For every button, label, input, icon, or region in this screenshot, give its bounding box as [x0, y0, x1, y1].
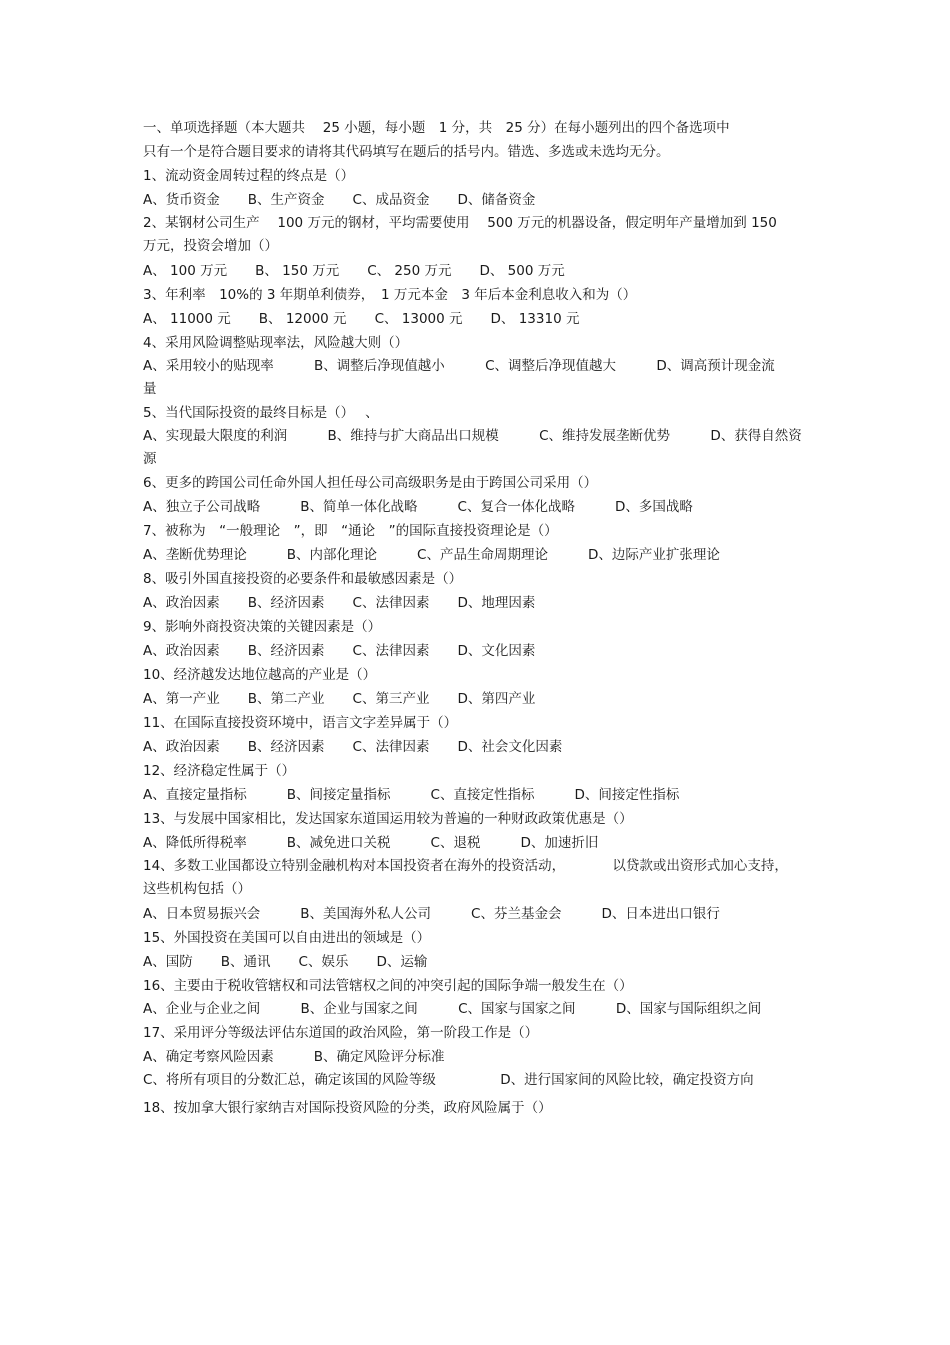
question-8: 8、吸引外国直接投资的必要条件和最敏感因素是（）	[143, 571, 463, 587]
option: C、芬兰基金会	[471, 906, 562, 922]
question-17-options-row-2	[143, 1069, 813, 1092]
question-6-options	[143, 495, 813, 519]
option: D、运输	[376, 954, 428, 970]
option: D、第四产业	[457, 691, 536, 707]
option: B、 12000 元	[258, 311, 347, 327]
question-4: 4、采用风险调整贴现率法，风险越大则（）	[143, 335, 409, 351]
option: B、经济因素	[247, 595, 325, 611]
option: A、政治因素	[143, 595, 220, 611]
option: A、直接定量指标	[143, 787, 247, 803]
option: D、调高预计现金流量	[143, 358, 775, 397]
question-10-options	[143, 687, 813, 711]
option: C、法律因素	[352, 643, 430, 659]
option: D、 500 万元	[479, 263, 565, 279]
option: A、 100 万元	[143, 263, 228, 279]
question-4-options	[143, 355, 813, 401]
option: A、日本贸易振兴会	[143, 906, 261, 922]
question-14-options	[143, 902, 813, 926]
option: A、降低所得税率	[143, 835, 247, 851]
question-9-options	[143, 639, 813, 663]
question-15-options	[143, 950, 813, 974]
option: A、国防	[143, 954, 193, 970]
question-16: 16、主要由于税收管辖权和司法管辖权之间的冲突引起的国际争端一般发生在（）	[143, 978, 633, 994]
option: A、政治因素	[143, 739, 220, 755]
option: B、企业与国家之间	[300, 1001, 418, 1017]
option: C、将所有项目的分数汇总，确定该国的风险等级	[143, 1072, 436, 1088]
option: D、国家与国际组织之间	[615, 1001, 762, 1017]
option: B、确定风险评分标准	[313, 1049, 445, 1065]
option: B、减免进口关税	[286, 835, 391, 851]
question-5-options	[143, 425, 813, 471]
option: B、调整后净现值越小	[314, 358, 445, 374]
option: D、获得自然资源	[143, 428, 802, 467]
question-13: 13、与发展中国家相比，发达国家东道国运用较为普遍的一种财政政策优惠是（）	[143, 811, 633, 827]
question-11: 11、在国际直接投资环境中，语言文字差异属于（）	[143, 715, 458, 731]
option: C、第三产业	[352, 691, 430, 707]
question-16-options	[143, 998, 813, 1021]
option: D、储备资金	[457, 192, 536, 208]
question-7-options	[143, 543, 813, 567]
option: C、娱乐	[298, 954, 349, 970]
question-17-options-row-1	[143, 1045, 813, 1069]
option: D、边际产业扩张理论	[587, 547, 720, 563]
question-12: 12、经济稳定性属于（）	[143, 763, 296, 779]
option: A、第一产业	[143, 691, 220, 707]
question-9: 9、影响外商投资决策的关键因素是（）	[143, 619, 382, 635]
question-14: 14、多数工业国都设立特别金融机构对本国投资者在海外的投资活动， 以贷款或出资形式加心支持，这些机构包括（）	[143, 858, 788, 897]
question-18: 18、按加拿大银行家纳吉对国际投资风险的分类，政府风险属于（）	[143, 1100, 552, 1116]
question-7: 7、被称为 “一般理论 ”，即 “通论 ”的国际直接投资理论是（）	[143, 523, 558, 539]
question-11-options	[143, 735, 813, 759]
section-header-line-1: 一、单项选择题（本大题共 25 小题，每小题 1 分，共 25 分）在每小题列出的四个备选项中	[143, 120, 730, 136]
option: B、通讯	[220, 954, 271, 970]
option: A、政治因素	[143, 643, 220, 659]
option: A、实现最大限度的利润	[143, 428, 288, 444]
question-12-options	[143, 783, 813, 807]
option: D、地理因素	[457, 595, 536, 611]
option: C、 13000 元	[374, 311, 463, 327]
section-header-line-2: 只有一个是符合题目要求的请将其代码填写在题后的括号内。错选、多选或未选均无分。	[143, 144, 670, 160]
option: D、 13310 元	[490, 311, 580, 327]
option: C、成品资金	[352, 192, 430, 208]
option: A、独立子公司战略	[143, 499, 261, 515]
option: B、第二产业	[247, 691, 325, 707]
question-3-options	[143, 307, 813, 331]
option: B、简单一体化战略	[300, 499, 418, 515]
option: D、文化因素	[457, 643, 536, 659]
option: B、美国海外私人公司	[300, 906, 432, 922]
option: A、 11000 元	[143, 311, 231, 327]
option: B、生产资金	[247, 192, 325, 208]
option: A、货币资金	[143, 192, 220, 208]
option: A、垄断优势理论	[143, 547, 247, 563]
option: B、 150 万元	[255, 263, 340, 279]
option: B、内部化理论	[286, 547, 378, 563]
option: C、法律因素	[352, 595, 430, 611]
option: C、 250 万元	[367, 263, 452, 279]
question-13-options	[143, 831, 813, 855]
question-3: 3、年利率 10%的 3 年期单利债券， 1 万元本金 3 年后本金利息收入和为（）	[143, 287, 637, 303]
question-6: 6、更多的跨国公司任命外国人担任母公司高级职务是由于跨国公司采用（）	[143, 475, 598, 491]
question-2-options	[143, 259, 813, 283]
option: B、间接定量指标	[286, 787, 391, 803]
option: C、法律因素	[352, 739, 430, 755]
option: D、日本进出口银行	[601, 906, 720, 922]
option: B、经济因素	[247, 739, 325, 755]
question-2: 2、某钢材公司生产 100 万元的钢材，平均需要使用 500 万元的机器设备，假定明年产量增加到 150 万元，投资会增加（）	[143, 215, 777, 254]
question-1: 1、流动资金周转过程的终点是（）	[143, 168, 355, 184]
option: D、进行国家间的风险比较，确定投资方向	[500, 1072, 754, 1088]
option: A、采用较小的贴现率	[143, 358, 274, 374]
question-5: 5、当代国际投资的最终目标是（） 、	[143, 405, 379, 421]
option: D、多国战略	[614, 499, 693, 515]
option: A、确定考察风险因素	[143, 1049, 274, 1065]
option: C、退税	[430, 835, 481, 851]
option: D、加速折旧	[520, 835, 599, 851]
option: D、间接定性指标	[574, 787, 680, 803]
option: C、复合一体化战略	[457, 499, 575, 515]
option: C、维持发展垄断优势	[539, 428, 671, 444]
question-15: 15、外国投资在美国可以自由进出的领域是（）	[143, 930, 431, 946]
option: C、调整后净现值越大	[485, 358, 617, 374]
question-8-options	[143, 591, 813, 615]
option: B、维持与扩大商品出口规模	[327, 428, 499, 444]
option: C、国家与国家之间	[458, 1001, 576, 1017]
option: B、经济因素	[247, 643, 325, 659]
question-1-options	[143, 188, 813, 212]
option: A、企业与企业之间	[143, 1001, 261, 1017]
option: C、产品生命周期理论	[417, 547, 548, 563]
option: C、直接定性指标	[430, 787, 535, 803]
exam-content	[143, 116, 813, 1120]
question-10: 10、经济越发达地位越高的产业是（）	[143, 667, 377, 683]
question-17: 17、采用评分等级法评估东道国的政治风险，第一阶段工作是（）	[143, 1025, 539, 1041]
option: D、社会文化因素	[457, 739, 563, 755]
